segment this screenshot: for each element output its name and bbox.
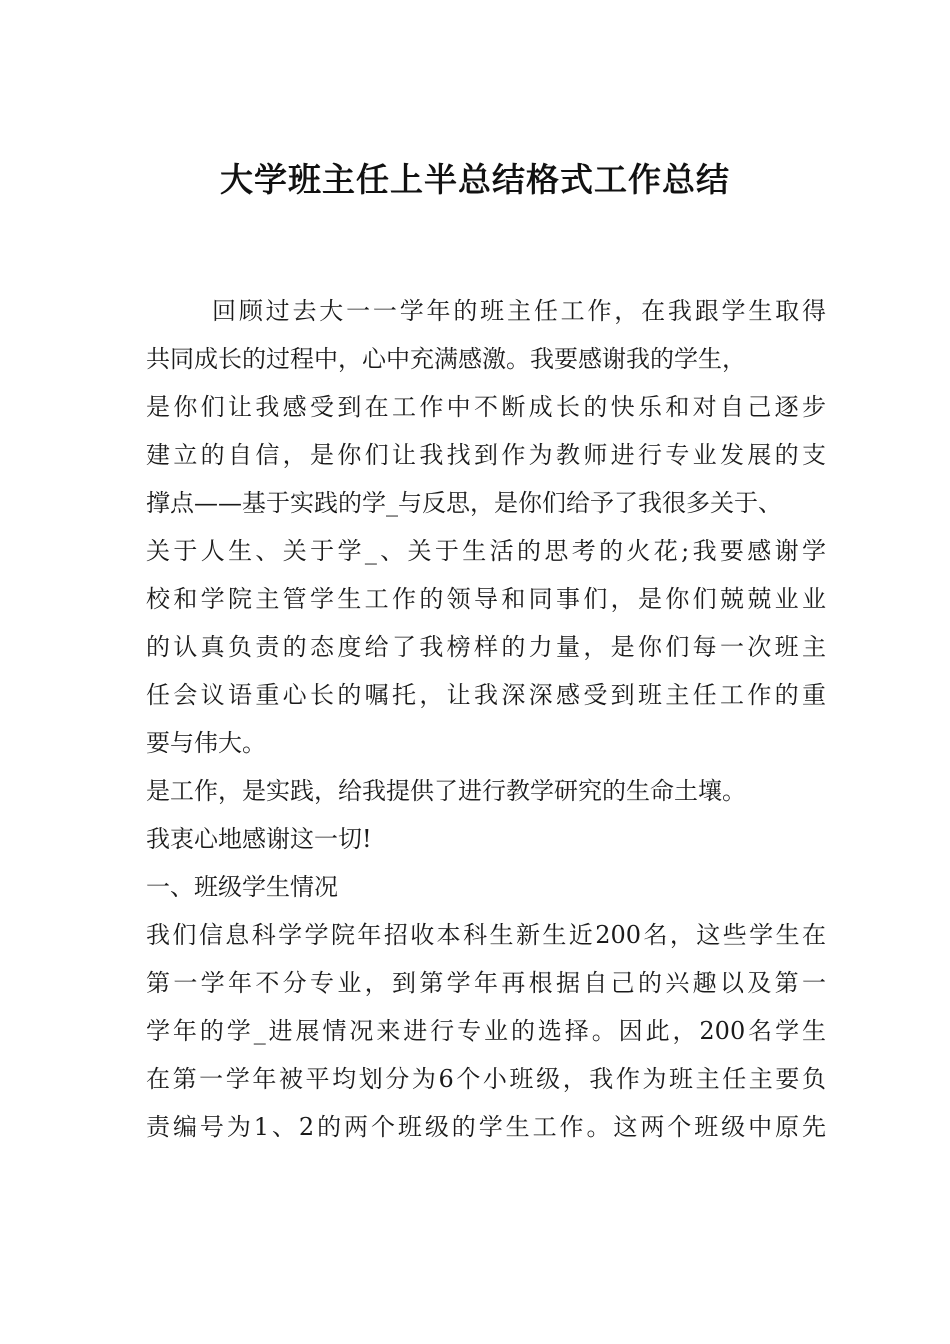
paragraph-line: 撑点——基于实践的学_与反思，是你们给予了我很多关于、 (146, 489, 782, 517)
paragraph-line: 关于人生、关于学_、关于生活的思考的火花;我要感谢学 (146, 537, 826, 565)
paragraph-line: 的认真负责的态度给了我榜样的力量，是你们每一次班主 (146, 633, 826, 661)
paragraph-line: 第一学年不分专业，到第学年再根据自己的兴趣以及第一 (146, 969, 826, 997)
paragraph-line: 要与伟大。 (146, 729, 266, 757)
paragraph-line: 任会议语重心长的嘱托，让我深深感受到班主任工作的重 (146, 681, 826, 709)
paragraph-line: 一、班级学生情况 (146, 873, 338, 901)
paragraph-line: 是工作，是实践，给我提供了进行教学研究的生命土壤。 (146, 777, 746, 805)
paragraph-line: 校和学院主管学生工作的领导和同事们，是你们兢兢业业 (146, 585, 826, 613)
paragraph-line: 回顾过去大一一学年的班主任工作，在我跟学生取得 (212, 297, 826, 325)
paragraph-line: 共同成长的过程中，心中充满感激。我要感谢我的学生， (146, 345, 746, 373)
paragraph-line: 在第一学年被平均划分为6个小班级，我作为班主任主要负 (146, 1065, 826, 1093)
document-title: 大学班主任上半总结格式工作总结 (220, 160, 730, 199)
paragraph-line: 我们信息科学学院年招收本科生新生近200名，这些学生在 (146, 921, 826, 949)
paragraph-line: 责编号为1、2的两个班级的学生工作。这两个班级中原先 (146, 1113, 826, 1141)
paragraph-line: 学年的学_进展情况来进行专业的选择。因此，200名学生 (146, 1017, 826, 1045)
paragraph-line: 我衷心地感谢这一切! (146, 825, 372, 853)
document-body (146, 287, 826, 1151)
paragraph-line: 建立的自信，是你们让我找到作为教师进行专业发展的支 (146, 441, 826, 469)
paragraph-line: 是你们让我感受到在工作中不断成长的快乐和对自己逐步 (146, 393, 826, 421)
